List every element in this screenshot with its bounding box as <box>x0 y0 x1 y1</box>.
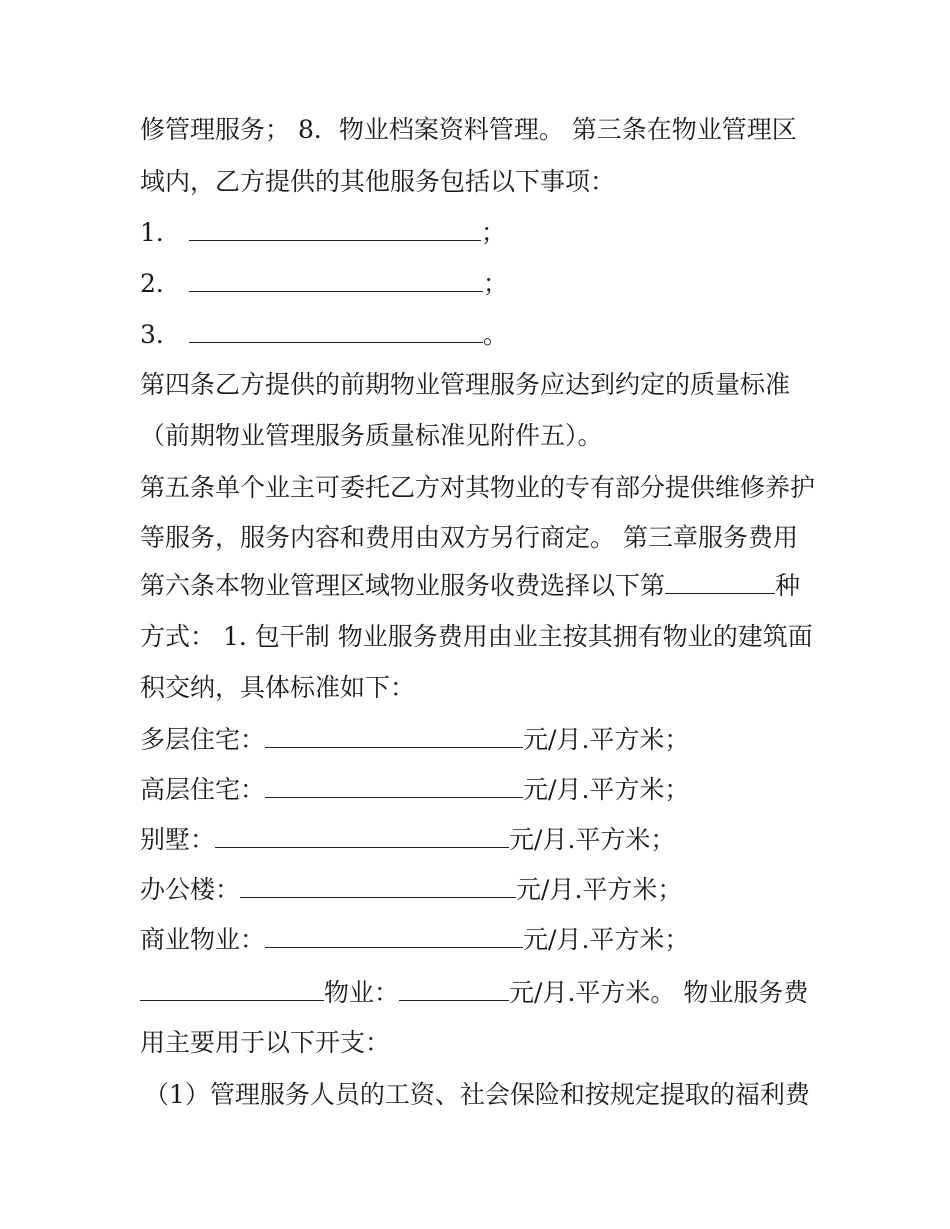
item-number: 2． <box>140 269 181 298</box>
unit: 元/月.平方米； <box>523 725 690 754</box>
fee-line-other <box>140 978 808 1008</box>
text-line: 用主要用于以下开支： <box>140 1028 391 1057</box>
fee-line-villa <box>140 825 675 855</box>
label: 种 <box>775 571 801 600</box>
text-line: 第四条乙方提供的前期物业管理服务应达到约定的质量标准 <box>140 370 791 399</box>
list-item-1 <box>140 218 506 248</box>
fee-line-multistory <box>140 725 689 755</box>
list-item-3 <box>140 320 508 350</box>
punctuation: ； <box>480 218 506 247</box>
fee-line-commercial <box>140 925 689 955</box>
label: 别墅： <box>140 825 216 854</box>
text-line <box>140 571 800 601</box>
text-line: 域内，乙方提供的其他服务包括以下事项： <box>140 167 616 196</box>
label: 第六条本物业管理区域物业服务收费选择以下第 <box>140 571 666 600</box>
blank-field[interactable] <box>240 875 516 898</box>
blank-field[interactable] <box>665 571 775 594</box>
blank-field[interactable] <box>140 978 324 1001</box>
unit: 元/月.平方米； <box>523 925 690 954</box>
text-line: （1）管理服务人员的工资、社会保险和按规定提取的福利费 <box>144 1080 810 1109</box>
blank-field[interactable] <box>189 269 483 292</box>
punctuation: 。 <box>482 320 508 349</box>
label: 高层住宅： <box>140 775 266 804</box>
fee-line-office <box>140 875 682 905</box>
label: 办公楼： <box>140 875 241 904</box>
text-line: （前期物业管理服务质量标准见附件五）。 <box>140 421 603 450</box>
text-line: 方式： 1. 包干制 物业服务费用由业主按其拥有物业的建筑面 <box>140 622 813 651</box>
text-line: 第五条单个业主可委托乙方对其物业的专有部分提供维修养护 <box>140 473 816 502</box>
blank-field[interactable] <box>265 925 523 948</box>
item-number: 3． <box>140 320 181 349</box>
label: 商业物业： <box>140 925 266 954</box>
text-line: 积交纳，具体标准如下： <box>140 673 416 702</box>
blank-field[interactable] <box>265 775 523 798</box>
unit: 元/月.平方米； <box>523 775 690 804</box>
blank-field[interactable] <box>265 725 523 748</box>
text-line: 等服务，服务内容和费用由双方另行商定。 第三章服务费用 <box>140 523 798 552</box>
blank-field[interactable] <box>189 320 483 343</box>
label: 多层住宅： <box>140 725 266 754</box>
blank-field[interactable] <box>189 218 481 241</box>
label: 物业： <box>324 978 400 1007</box>
item-number: 1． <box>140 218 181 247</box>
unit: 元/月.平方米。 物业服务费 <box>509 978 809 1007</box>
unit: 元/月.平方米； <box>509 825 676 854</box>
punctuation: ； <box>482 269 508 298</box>
text-line: 修管理服务； 8．物业档案资料管理。 第三条在物业管理区 <box>140 115 797 144</box>
blank-field[interactable] <box>215 825 509 848</box>
blank-field[interactable] <box>399 978 509 1001</box>
list-item-2 <box>140 269 508 299</box>
unit: 元/月.平方米； <box>516 875 683 904</box>
fee-line-highrise <box>140 775 689 805</box>
